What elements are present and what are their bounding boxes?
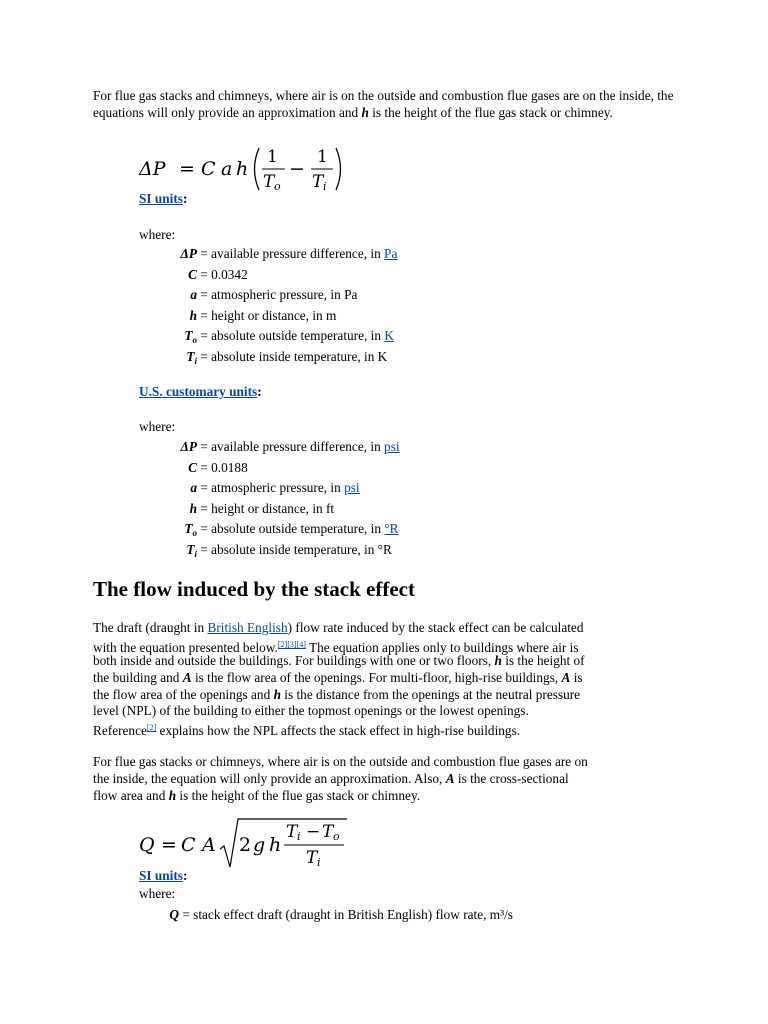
ref-3-link[interactable]: [3]: [287, 640, 297, 649]
flow-rate-equation: [135, 815, 365, 873]
eq1-c: C: [201, 158, 216, 180]
ref-2-link[interactable]: [2]: [277, 640, 288, 649]
eq1-minus: −: [289, 158, 305, 180]
si-def-ti: $T_i$ = absolute inside temperature, in K: [186, 349, 388, 366]
eq2-num-t2: T: [322, 822, 334, 842]
intro-text: For flue gas stacks and chimneys, where air is on the outside and combustion flue gases are on the inside, the equations will only provide an approximation and h is the height of the flue gas stack or chimney.: [93, 88, 674, 120]
us-customary-units-link[interactable]: U.S. customary units: [139, 384, 258, 399]
eq1-right-paren: [336, 148, 341, 190]
eq2-num-minus: −: [306, 822, 321, 842]
us-def-c: C = 0.0188: [188, 460, 248, 475]
si-units-link[interactable]: SI units: [139, 191, 183, 206]
flow-line-7: Reference[2] explains how the NPL affects the stack effect in high-rise buildings.: [93, 723, 521, 738]
si-def-h: h = height or distance, in m: [189, 308, 337, 323]
si-def-to: $T_o$ = absolute outside temperature, in K: [184, 328, 394, 345]
eq1-h: h: [236, 158, 249, 180]
pa-link[interactable]: Pa: [384, 246, 398, 261]
ref-2b-link[interactable]: [2]: [146, 723, 157, 732]
eq1-lhs: ΔP: [139, 158, 166, 180]
flue-line-2: the inside, the equation will only provide an approximation. Also, A is the cross-sectional: [93, 771, 569, 786]
eq1-den2-sub: i: [323, 180, 327, 193]
eq2-h: h: [269, 834, 282, 856]
ref-4-link[interactable]: [4]: [296, 640, 306, 649]
eq2-c: C: [181, 834, 196, 856]
eq1-den1-sub: o: [274, 180, 281, 193]
eq2-num-t1: T: [286, 822, 298, 842]
si-def-pressure-diff: ΔP = available pressure difference, in Pa: [180, 246, 398, 261]
flow-section-heading: The flow induced by the stack effect: [93, 577, 415, 601]
eq1-num2: 1: [317, 147, 328, 167]
flow-line-6: level (NPL) of the building to either the topmost openings or the lowest openings.: [93, 703, 529, 718]
si-def-a: a = atmospheric pressure, in Pa: [190, 287, 358, 302]
rankine-link[interactable]: °R: [384, 521, 399, 536]
flow-line-3: both inside and outside the buildings. For buildings with one or two floors, h is the height of: [93, 653, 585, 668]
us-def-a: a = atmospheric pressure, in psi: [190, 480, 360, 495]
eq2-den-sub: i: [317, 856, 321, 869]
eq2-two: 2: [239, 834, 252, 856]
flow-line-1: The draft (draught in British English) flow rate induced by the stack effect can be calculated: [93, 620, 584, 635]
eq1-a: a: [221, 158, 233, 180]
si-where-label: where:: [139, 227, 176, 242]
si2-def-q: Q = stack effect draft (draught in British English) flow rate, m³/s: [169, 907, 513, 922]
psi-link-2[interactable]: psi: [344, 480, 360, 495]
us-units-heading: U.S. customary units:: [139, 384, 262, 399]
eq1-den1: T: [263, 172, 275, 192]
eq2-num-t1-sub: i: [297, 830, 301, 843]
flue-line-3: flow area and h is the height of the flue gas stack or chimney.: [93, 788, 421, 803]
eq2-den: T: [306, 848, 318, 868]
pressure-equation: [135, 140, 355, 195]
flow-line-2: with the equation presented below.[2][3][4] The equation applies only to buildings where air is: [93, 640, 579, 655]
us-def-pressure-diff: ΔP = available pressure difference, in psi: [180, 439, 400, 454]
eq1-equals: =: [179, 158, 195, 180]
flue-line-1: For flue gas stacks or chimneys, where air is on the outside and combustion flue gases are on: [93, 754, 588, 769]
si-units-heading-2: SI units:: [139, 868, 188, 883]
flow-line-5: the flow area of the openings and h is the distance from the openings at the neutral pressure: [93, 687, 581, 702]
us-def-ti: $T_i$ = absolute inside temperature, in °R: [186, 542, 392, 559]
eq2-lhs: Q: [139, 834, 155, 856]
eq1-left-paren: [255, 148, 260, 190]
eq2-num-t2-sub: o: [333, 830, 340, 843]
si-def-c: C = 0.0342: [188, 267, 248, 282]
si-units-link-2[interactable]: SI units: [139, 868, 183, 883]
us-def-to: $T_o$ = absolute outside temperature, in °R: [184, 521, 399, 538]
eq2-equals: =: [161, 834, 177, 856]
us-def-h: h = height or distance, in ft: [189, 501, 335, 516]
psi-link[interactable]: psi: [384, 439, 400, 454]
eq1-den2: T: [312, 172, 324, 192]
eq1-num1: 1: [267, 147, 278, 167]
eq2-a: A: [202, 834, 216, 856]
flow-line-4: the building and A is the flow area of the openings. For multi-floor, high-rise buildings, A is: [93, 670, 583, 685]
kelvin-link[interactable]: K: [384, 328, 394, 343]
eq2-g: g: [253, 834, 266, 856]
si-where-label-2: where:: [139, 886, 176, 901]
british-english-link[interactable]: British English: [207, 620, 288, 635]
si-units-heading: SI units:: [139, 191, 188, 206]
us-where-label: where:: [139, 419, 176, 434]
